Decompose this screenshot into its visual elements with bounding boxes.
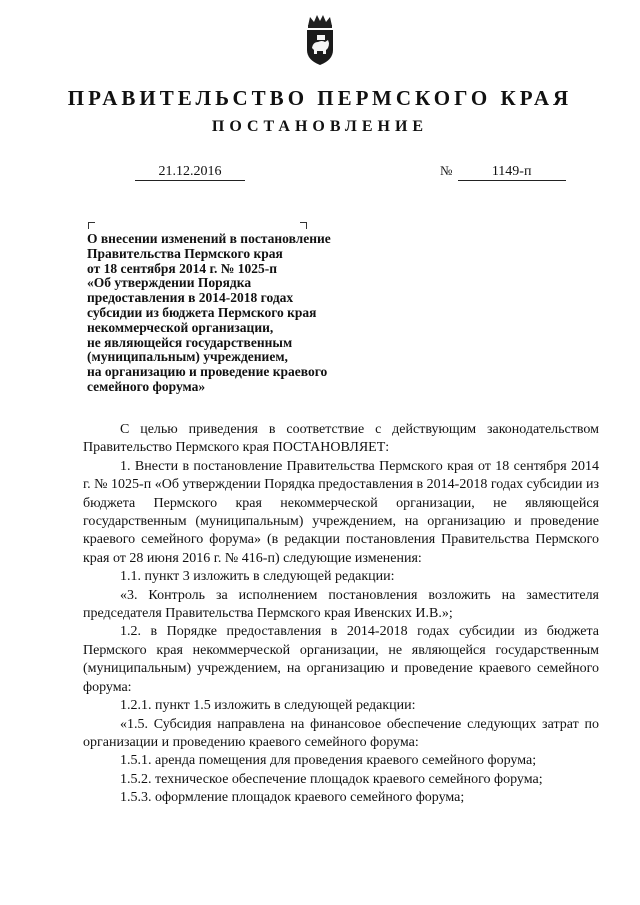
- clause-1: 1. Внести в постановление Правительства Пермского края от 18 сентября 2014 г. № 1025-п «Об утверждении Порядка предоставления в 2014-2018 годах субсидии из бюджета Пермского края некоммерческой организации, не являющейся государственным (муниципальным) учреждением, на организацию и проведение краевого семейного форума» (в редакции постановления Правительства Пермского края от 28 июня 2016 г. № 416-п) следующие изменения:: [83, 458, 599, 566]
- decree-number-block: [440, 163, 566, 181]
- decree-number: 1149-п: [458, 163, 566, 181]
- subject-line: от 18 сентября 2014 г. № 1025-п: [87, 260, 278, 276]
- subject-line: некоммерческой организации,: [87, 319, 274, 335]
- clause-1-1-text: «3. Контроль за исполнением постановления возложить на заместителя председателя Правительства Пермского края Ивенских И.В.»;: [83, 587, 599, 622]
- clause-1-1: 1.1. пункт 3 изложить в следующей редакции:: [120, 569, 395, 585]
- subject-corner-mark-left: [88, 222, 95, 229]
- clause-1-2-1: 1.2.1. пункт 1.5 изложить в следующей редакции:: [120, 698, 416, 714]
- preamble-paragraph: С целью приведения в соответствие с действующим законодательством Правительство Пермского края ПОСТАНОВЛЯЕТ:: [83, 422, 599, 456]
- subject-line: субсидии из бюджета Пермского края: [87, 304, 317, 320]
- subject-line: «Об утверждении Порядка: [87, 275, 252, 291]
- clause-1-5-1: 1.5.1. аренда помещения для проведения краевого семейного форума;: [120, 753, 537, 769]
- subject-corner-mark-right: [300, 222, 307, 229]
- subject-line: семейного форума»: [87, 378, 206, 394]
- number-sign: №: [440, 163, 453, 178]
- clause-1-2: 1.2. в Порядке предоставления в 2014-2018 годах субсидии из бюджета Пермского края некоммерческой организации, не являющейся государственным (муниципальным) учреждением, на организацию и проведение краевого семейного форума:: [83, 624, 599, 695]
- subject-line: О внесении изменений в постановление: [87, 231, 331, 246]
- decree-date: 21.12.2016: [135, 163, 245, 181]
- decree-body: [83, 421, 599, 808]
- clause-1-5-text: «1.5. Субсидия направлена на финансовое обеспечение следующих затрат по организации и проведению краевого семейного форума:: [83, 716, 599, 750]
- subject-line: не являющейся государственным: [87, 334, 293, 350]
- subject-line: Правительства Пермского края: [87, 245, 283, 261]
- clause-1-5-3: 1.5.3. оформление площадок краевого семейного форума;: [120, 790, 465, 806]
- decree-subject: [87, 232, 377, 395]
- subject-line: предоставления в 2014-2018 годах: [87, 290, 294, 306]
- subject-line: (муниципальным) учреждением,: [87, 349, 288, 365]
- subject-line: на организацию и проведение краевого: [87, 364, 328, 380]
- clause-1-5-2: 1.5.2. техническое обеспечение площадок краевого семейного форума;: [120, 771, 543, 787]
- perm-krai-coat-of-arms-icon: [302, 14, 338, 66]
- government-title: ПРАВИТЕЛЬСТВО ПЕРМСКОГО КРАЯ: [67, 86, 573, 110]
- document-type-heading: ПОСТАНОВЛЕНИЕ: [211, 118, 429, 135]
